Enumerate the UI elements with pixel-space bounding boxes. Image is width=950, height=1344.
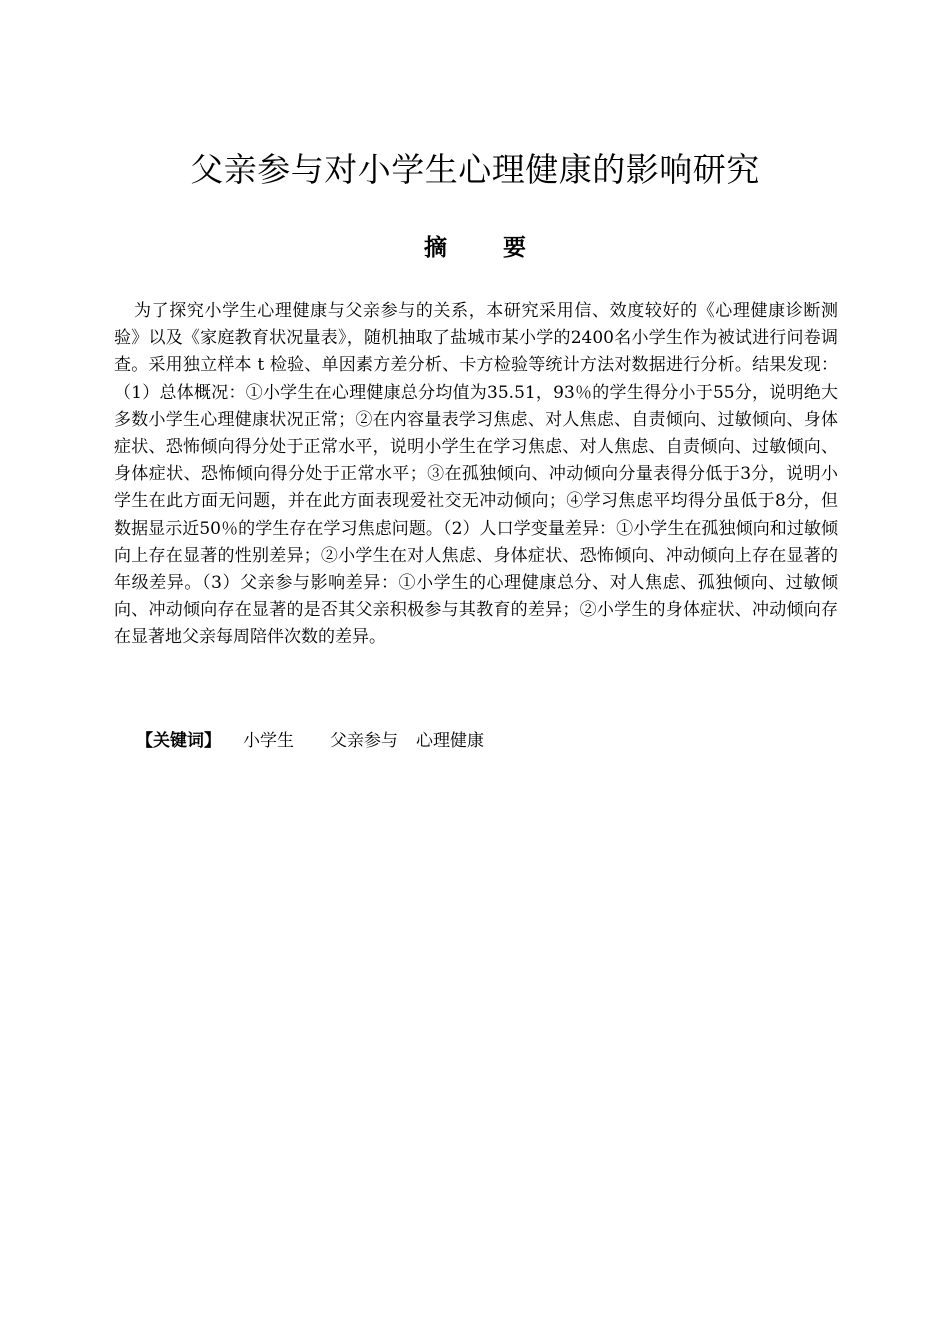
abstract-heading-char-1: 摘 [424,235,447,261]
keywords-label: 【关键词】 [136,731,221,751]
keyword-item: 小学生 [243,731,294,751]
keyword-item: 心理健康 [416,731,484,751]
keywords-line [136,727,836,755]
keyword-item: 父亲参与 [330,731,398,751]
abstract-heading [0,230,950,266]
abstract-heading-char-2: 要 [503,235,526,261]
abstract-body: 为了探究小学生心理健康与父亲参与的关系，本研究采用信、效度较好的《心理健康诊断测验》以及《家庭教育状况量表》，随机抽取了盐城市某小学的2400名小学生作为被试进行问卷调查。采用独立样本 t 检验、单因素方差分析、卡方检验等统计方法对数据进行分析。结果发现：（1）总体概况：①小学生在心理健康总分均值为35.51，93％的学生得分小于55分，说明绝大多数小学生心理健康状况正常；②在内容量表学习焦虑、对人焦虑、自责倾向、过敏倾向、身体症状、恐怖倾向得分处于正常水平，说明小学生在学习焦虑、对人焦虑、自责倾向、过敏倾向、身体症状、恐怖倾向得分处于正常水平；③在孤独倾向、冲动倾向分量表得分低于3分，说明小学生在此方面无问题，并在此方面表现爱社交无冲动倾向；④学习焦虑平均得分虽低于8分，但数据显示近50％的学生存在学习焦虑问题。（2）人口学变量差异：①小学生在孤独倾向和过敏倾向上存在显著的性别差异；②小学生在对人焦虑、身体症状、恐怖倾向、冲动倾向上存在显著的年级差异。（3）父亲参与影响差异：①小学生的心理健康总分、对人焦虑、孤独倾向、过敏倾向、冲动倾向存在显著的是否其父亲积极参与其教育的差异；②小学生的身体症状、冲动倾向存在显著地父亲每周陪伴次数的差异。 [114,301,838,648]
paper-title: 父亲参与对小学生心理健康的影响研究 [190,150,760,189]
